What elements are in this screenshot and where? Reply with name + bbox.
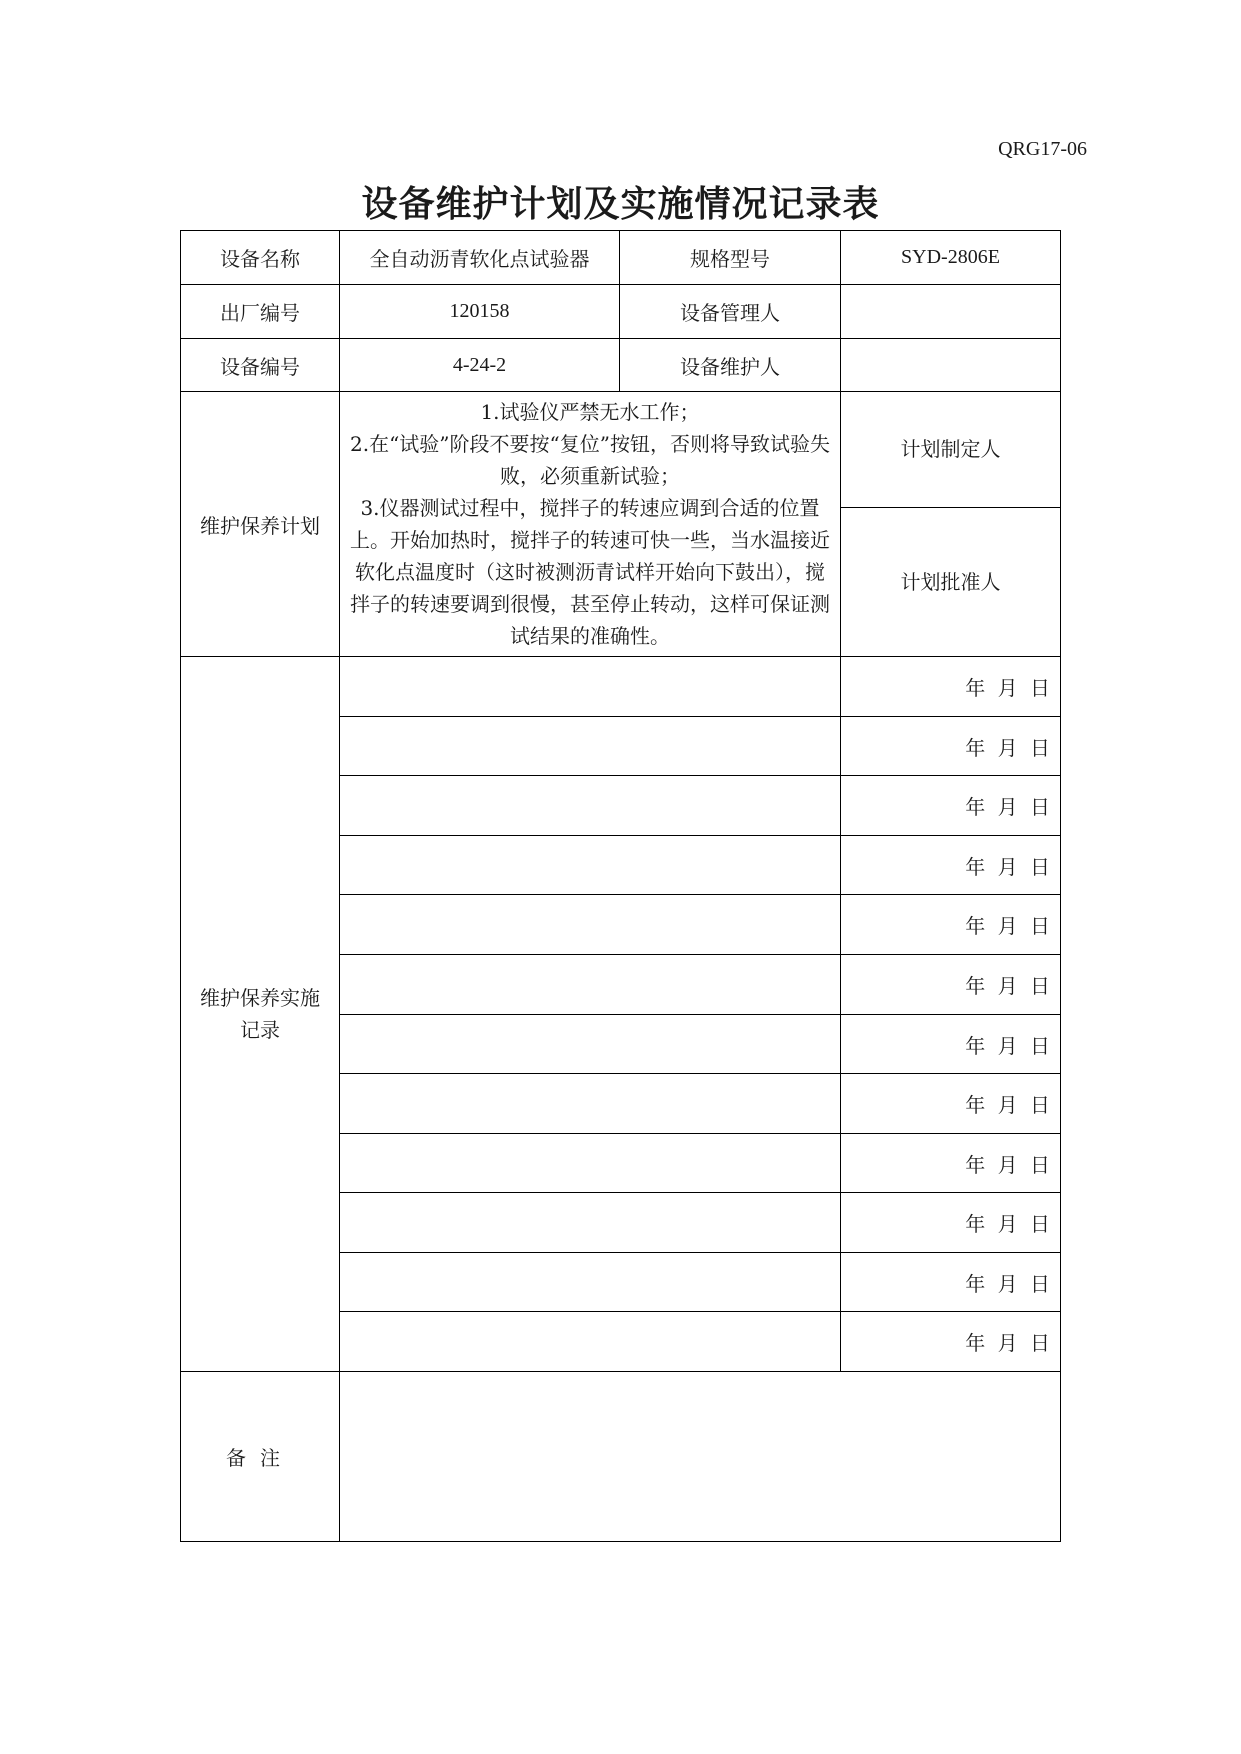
serial-label: 出厂编号 <box>181 285 340 339</box>
record-content[interactable] <box>340 1312 841 1372</box>
record-date[interactable]: 年 月 日 <box>841 1074 1061 1134</box>
device-no-value[interactable]: 4-24-2 <box>340 339 620 392</box>
model-label: 规格型号 <box>620 231 841 285</box>
device-name-label: 设备名称 <box>181 231 340 285</box>
record-date[interactable]: 年 月 日 <box>841 955 1061 1015</box>
plan-content[interactable] <box>340 392 841 657</box>
manager-value[interactable] <box>841 285 1061 339</box>
record-date[interactable]: 年 月 日 <box>841 1193 1061 1253</box>
record-content[interactable] <box>340 836 841 895</box>
record-date[interactable]: 年 月 日 <box>841 657 1061 717</box>
approver-label: 计划批准人 <box>900 569 1001 594</box>
document-code: QRG17-06 <box>998 138 1087 160</box>
record-content[interactable] <box>340 1134 841 1193</box>
device-no-row <box>181 339 1061 392</box>
record-content[interactable] <box>340 657 841 717</box>
device-name-row <box>181 231 1061 285</box>
record-content[interactable] <box>340 1015 841 1074</box>
remarks-content[interactable] <box>340 1372 1061 1542</box>
device-name-value[interactable]: 全自动沥青软化点试验器 <box>340 231 620 285</box>
plan-item-1: 1.试验仪严禁无水工作； <box>480 400 700 424</box>
record-date[interactable]: 年 月 日 <box>841 717 1061 776</box>
model-value[interactable]: SYD-2806E <box>841 231 1061 285</box>
record-content[interactable] <box>340 1074 841 1134</box>
manager-label: 设备管理人 <box>620 285 841 339</box>
page-title: 设备维护计划及实施情况记录表 <box>361 183 880 225</box>
plan-item-2: 2.在“试验”阶段不要按“复位”按钮，否则将导致试验失败，必须重新试验； <box>350 432 830 488</box>
plan-label: 维护保养计划 <box>181 392 340 657</box>
record-content[interactable] <box>340 1253 841 1312</box>
record-content[interactable] <box>340 895 841 955</box>
record-content[interactable] <box>340 717 841 776</box>
record-date[interactable]: 年 月 日 <box>841 776 1061 836</box>
record-date[interactable]: 年 月 日 <box>841 1134 1061 1193</box>
plan-item-3: 3.仪器测试过程中，搅拌子的转速应调到合适的位置上。开始加热时，搅拌子的转速可快一些，当水温接近软化点温度时（这时被测沥青试样开始向下鼓出），搅拌子的转速要调到很慢，甚至停止转动，这样可保证测试结果的准确性。 <box>350 496 830 648</box>
maintenance-record-table <box>180 230 1061 1542</box>
record-date[interactable]: 年 月 日 <box>841 1312 1061 1372</box>
records-label <box>181 657 340 1372</box>
device-no-label: 设备编号 <box>181 339 340 392</box>
plan-row-top <box>181 392 1061 508</box>
record-content[interactable] <box>340 776 841 836</box>
remarks-label: 备注 <box>181 1372 340 1542</box>
planner-label: 计划制定人 <box>900 437 1001 462</box>
record-date[interactable]: 年 月 日 <box>841 1015 1061 1074</box>
record-date[interactable]: 年 月 日 <box>841 1253 1061 1312</box>
remarks-row <box>181 1372 1061 1542</box>
record-content[interactable] <box>340 955 841 1015</box>
serial-value[interactable]: 120158 <box>340 285 620 339</box>
record-date[interactable]: 年 月 日 <box>841 836 1061 895</box>
maintainer-value[interactable] <box>841 339 1061 392</box>
maintainer-label: 设备维护人 <box>620 339 841 392</box>
record-date[interactable]: 年 月 日 <box>841 895 1061 955</box>
approver-cell[interactable] <box>841 507 1061 656</box>
serial-row <box>181 285 1061 339</box>
record-content[interactable] <box>340 1193 841 1253</box>
record-row <box>181 657 1061 717</box>
records-label-line2: 记录 <box>240 1018 280 1042</box>
records-label-line1: 维护保养实施 <box>200 986 320 1010</box>
planner-cell[interactable] <box>841 392 1061 508</box>
